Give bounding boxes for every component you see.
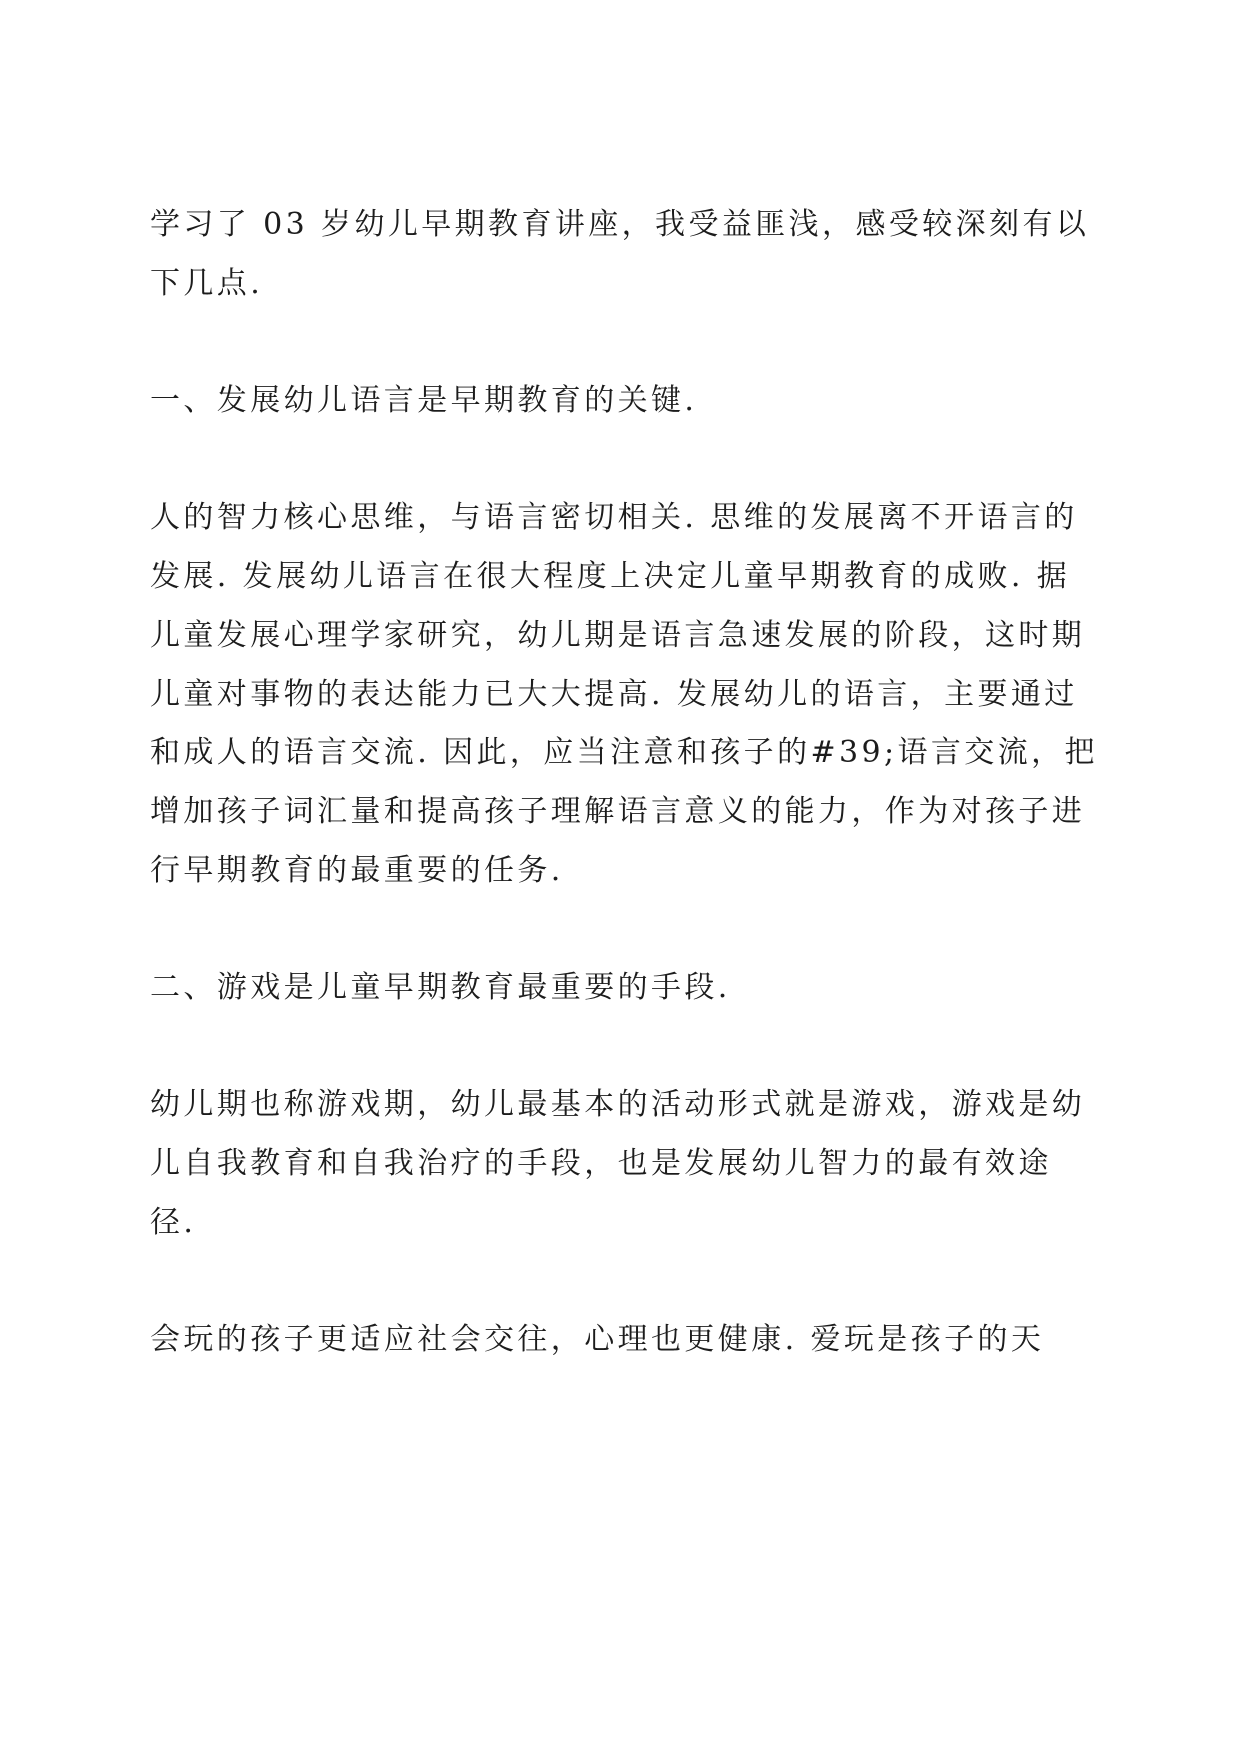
text-line: 下几点.	[150, 265, 264, 301]
document-body	[150, 196, 1110, 1370]
text-line: 行早期教育的最重要的任务.	[150, 852, 564, 888]
text-line: 径.	[150, 1204, 197, 1240]
text-line: 人的智力核心思维，与语言密切相关. 思维的发展离不开语言的	[150, 500, 1078, 536]
text-line: 儿童对事物的表达能力已大大提高. 发展幼儿的语言，主要通过	[150, 676, 1078, 712]
text-line: 幼儿期也称游戏期，幼儿最基本的活动形式就是游戏，游戏是幼	[150, 1087, 1086, 1123]
text-line: 增加孩子词汇量和提高孩子理解语言意义的能力，作为对孩子进	[150, 793, 1086, 829]
section-heading-text: 二、游戏是儿童早期教育最重要的手段.	[150, 969, 731, 1005]
body-paragraph	[150, 1076, 1110, 1252]
text-line: 发展. 发展幼儿语言在很大程度上决定儿童早期教育的成败. 据	[150, 559, 1071, 595]
text-line: 学习了 03 岁幼儿早期教育讲座，我受益匪浅，感受较深刻有以	[150, 207, 1090, 242]
section-heading-1	[150, 372, 1110, 431]
text-line: 和成人的语言交流. 因此，应当注意和孩子的#39;语言交流，把	[150, 735, 1098, 771]
section-heading-text: 一、发展幼儿语言是早期教育的关键.	[150, 383, 698, 419]
text-line: 儿自我教育和自我治疗的手段，也是发展幼儿智力的最有效途	[150, 1146, 1052, 1181]
text-line: 会玩的孩子更适应社会交往，心理也更健康. 爱玩是孩子的天	[150, 1322, 1045, 1358]
intro-paragraph	[150, 196, 1110, 313]
text-line: 儿童发展心理学家研究，幼儿期是语言急速发展的阶段，这时期	[150, 617, 1086, 653]
section-heading-2	[150, 959, 1110, 1018]
body-paragraph	[150, 1311, 1110, 1370]
body-paragraph	[150, 489, 1110, 900]
